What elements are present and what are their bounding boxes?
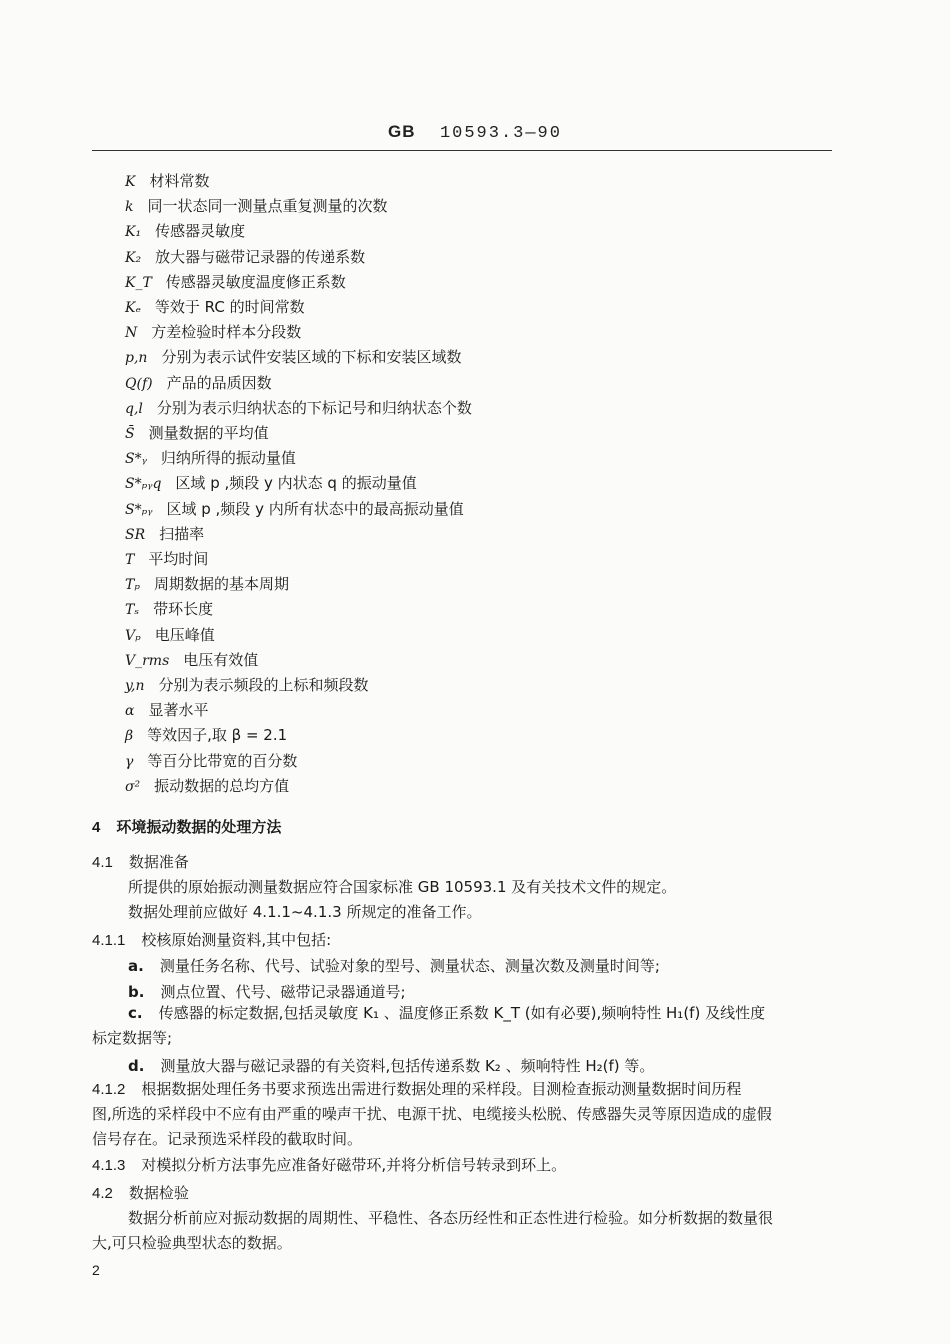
section-4-1-3: 4.1.3 对模拟分析方法事先应准备好磁带环,并将分析信号转录到环上。 bbox=[92, 1156, 567, 1174]
section-4-1-2-line-3: 信号存在。记录预选采样段的截取时间。 bbox=[92, 1130, 363, 1148]
symbol: S̄ bbox=[125, 426, 135, 442]
symbol-row bbox=[125, 445, 296, 471]
symbol-description: 等百分比带宽的百分数 bbox=[147, 751, 298, 770]
symbol-description: 周期数据的基本周期 bbox=[153, 575, 289, 594]
symbol: Tₛ bbox=[125, 602, 140, 619]
symbol-row bbox=[125, 244, 365, 270]
symbol-description: 放大器与磁带记录器的传递系数 bbox=[155, 247, 366, 266]
symbol: K₂ bbox=[125, 249, 142, 266]
symbol: K₁ bbox=[125, 224, 142, 241]
page-number: 2 bbox=[92, 1262, 100, 1278]
symbol: Q(f) bbox=[125, 375, 153, 392]
symbol: σ² bbox=[125, 778, 141, 795]
section-4-1-heading: 4.1 数据准备 bbox=[92, 853, 189, 871]
symbol-row bbox=[125, 269, 346, 295]
symbol: α bbox=[125, 703, 135, 720]
symbol: Tₚ bbox=[125, 577, 140, 594]
symbol-description: 显著水平 bbox=[148, 701, 209, 720]
section-4-1-2-line-2: 图,所选的采样段中不应有由严重的噪声干扰、电源干扰、电缆接头松脱、传感器失灵等原因造成的虚假 bbox=[92, 1105, 772, 1123]
symbol-description: 振动数据的总均方值 bbox=[154, 776, 290, 795]
symbol-row bbox=[125, 370, 272, 396]
symbol-row bbox=[125, 546, 208, 572]
symbol-description: 测量数据的平均值 bbox=[148, 424, 269, 442]
symbol: k bbox=[125, 199, 134, 216]
symbol-description: 等效因子,取 β = 2.1 bbox=[147, 726, 288, 745]
symbol-description: 电压有效值 bbox=[183, 650, 259, 669]
symbol-description: 归纳所得的振动量值 bbox=[160, 449, 296, 468]
symbol-description: 方差检验时样本分段数 bbox=[151, 323, 302, 342]
header-rule bbox=[92, 150, 832, 151]
symbol: T bbox=[125, 552, 135, 568]
symbol-row bbox=[125, 420, 269, 446]
symbol-row bbox=[125, 773, 289, 799]
symbol-row bbox=[125, 571, 289, 597]
symbol: γ bbox=[125, 753, 134, 770]
symbol: K_T bbox=[125, 274, 152, 291]
symbol-row bbox=[125, 697, 208, 723]
item-a: a. 测量任务名称、代号、试验对象的型号、测量状态、测量次数及测量时间等; bbox=[128, 957, 660, 975]
symbol-description: 扫描率 bbox=[159, 524, 205, 543]
symbol: S*ₚᵧ bbox=[125, 501, 153, 518]
symbol-description: 分别为表示频段的上标和频段数 bbox=[158, 676, 369, 694]
section-4-1-para-1: 所提供的原始振动测量数据应符合国家标准 GB 10593.1 及有关技术文件的规定。 bbox=[128, 878, 677, 896]
symbol: Vₚ bbox=[125, 627, 141, 644]
symbol-description: 电压峰值 bbox=[154, 625, 215, 644]
symbol-row bbox=[125, 218, 245, 244]
symbol-row bbox=[125, 722, 287, 748]
symbol: β bbox=[125, 728, 134, 745]
symbol-description: 传感器灵敏度温度修正系数 bbox=[165, 272, 346, 291]
symbol-row bbox=[125, 622, 215, 648]
symbol-row bbox=[125, 470, 417, 496]
symbol: S*ₚᵧq bbox=[125, 476, 162, 493]
symbol-row bbox=[125, 395, 472, 421]
symbol: p,n bbox=[125, 350, 148, 367]
section-4-2-line-2: 大,可只检验典型状态的数据。 bbox=[92, 1234, 292, 1252]
symbol-row bbox=[125, 193, 388, 219]
section-4-1-2-line-1: 4.1.2 根据数据处理任务书要求预选出需进行数据处理的采样段。目测检查振动测量数据时间历程 bbox=[92, 1080, 742, 1098]
symbol-description: 区域 p ,频段 y 内所有状态中的最高振动量值 bbox=[166, 499, 464, 518]
symbol-description: 传感器灵敏度 bbox=[155, 222, 246, 241]
symbol: y,n bbox=[125, 678, 145, 694]
symbol-description: 同一状态同一测量点重复测量的次数 bbox=[147, 197, 388, 216]
item-d: d. 测量放大器与磁记录器的有关资料,包括传递系数 K₂ 、频响特性 H₂(f) 等。 bbox=[128, 1057, 655, 1075]
symbol: N bbox=[125, 325, 138, 342]
symbol-row bbox=[125, 748, 297, 774]
section-4-heading: 4 环境振动数据的处理方法 bbox=[92, 818, 282, 836]
symbol-row bbox=[125, 344, 461, 370]
item-c-cont: 标定数据等; bbox=[92, 1029, 173, 1047]
symbol-row bbox=[125, 647, 258, 673]
symbol-row bbox=[125, 672, 369, 698]
symbol-description: 分别为表示归纳状态的下标记号和归纳状态个数 bbox=[156, 398, 472, 417]
symbol-row bbox=[125, 168, 209, 194]
symbol-row bbox=[125, 496, 464, 522]
symbol-description: 等效于 RC 的时间常数 bbox=[154, 298, 305, 316]
symbol-description: 分别为表示试件安装区域的下标和安装区域数 bbox=[161, 348, 462, 367]
symbol-description: 产品的品质因数 bbox=[166, 373, 272, 392]
symbol-row bbox=[125, 521, 204, 547]
symbol: K bbox=[125, 174, 136, 190]
symbol: Kₑ bbox=[125, 300, 141, 316]
symbol-description: 材料常数 bbox=[149, 172, 210, 190]
symbol-description: 平均时间 bbox=[148, 550, 209, 568]
section-4-1-para-2: 数据处理前应做好 4.1.1~4.1.3 所规定的准备工作。 bbox=[128, 903, 482, 921]
symbol: V_rms bbox=[125, 652, 170, 669]
section-4-1-1: 4.1.1 校核原始测量资料,其中包括: bbox=[92, 931, 332, 949]
page-header: GB 10593.3—90 bbox=[388, 122, 562, 143]
symbol: S*ᵧ bbox=[125, 451, 147, 468]
symbol-row bbox=[125, 596, 213, 622]
section-4-2-line-1: 数据分析前应对振动数据的周期性、平稳性、各态历经性和正态性进行检验。如分析数据的数量很 bbox=[128, 1209, 774, 1227]
symbol: SR bbox=[125, 526, 146, 543]
symbol: q,l bbox=[125, 400, 143, 417]
symbol-description: 区域 p ,频段 y 内状态 q 的振动量值 bbox=[175, 474, 417, 493]
item-b: b. 测点位置、代号、磁带记录器通道号; bbox=[128, 983, 406, 1001]
section-4-2-heading: 4.2 数据检验 bbox=[92, 1184, 189, 1202]
symbol-row bbox=[125, 294, 305, 320]
item-c: c. 传感器的标定数据,包括灵敏度 K₁ 、温度修正系数 K_T (如有必要),频响特性 H₁(f) 及线性度 bbox=[128, 1004, 766, 1022]
symbol-description: 带环长度 bbox=[153, 600, 214, 619]
symbol-row bbox=[125, 319, 301, 345]
